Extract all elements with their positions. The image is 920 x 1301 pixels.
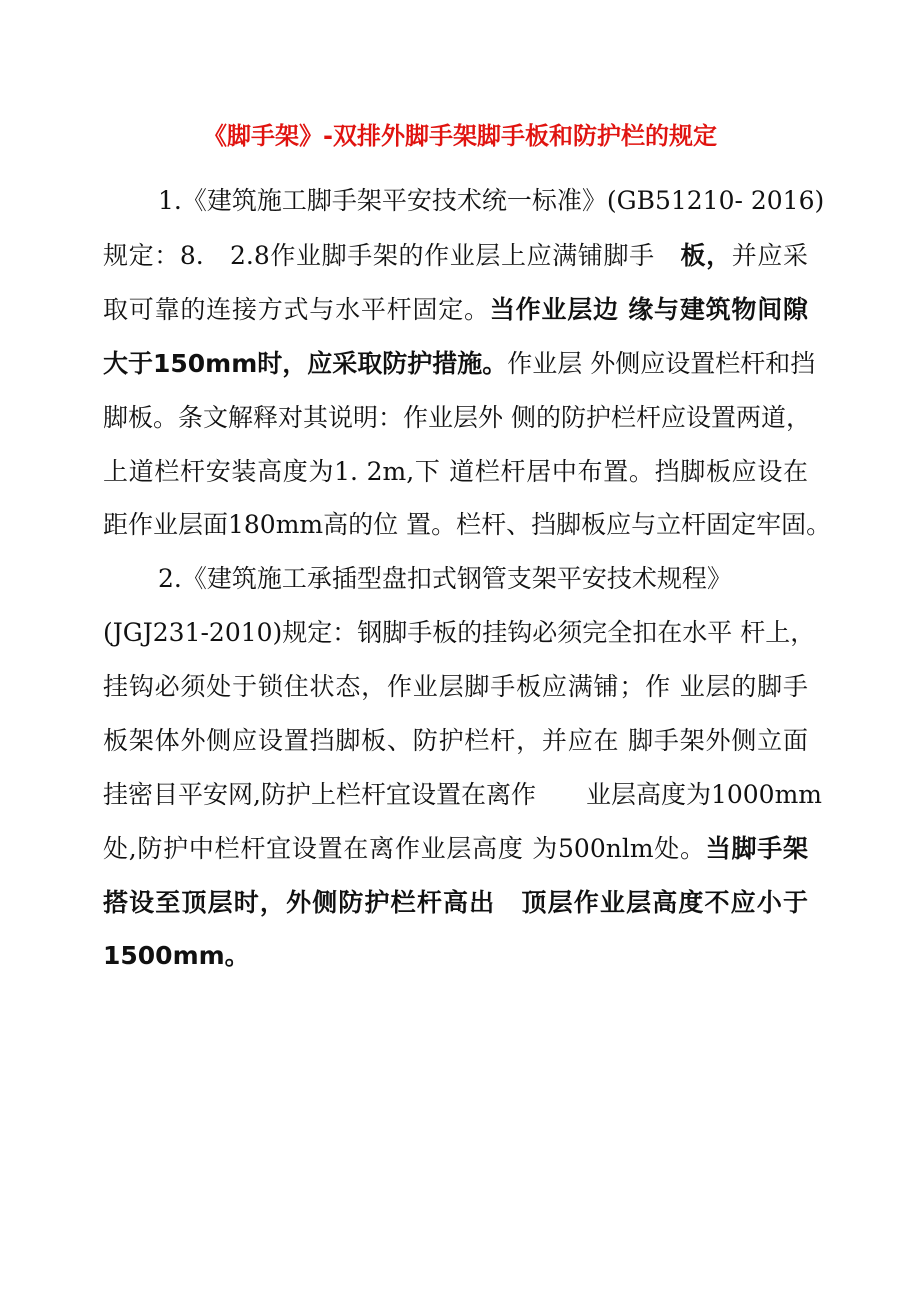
paragraph-2-line-2: (JGJ231-2010)规定：钢脚手板的挂钩必须完全扣在水平 杆上， xyxy=(103,618,816,647)
paragraph-2-line-4: 板架体外侧应设置挡脚板、防护栏杆，并应在 脚手架外侧立面 xyxy=(103,726,808,755)
text-run: 并应采 xyxy=(731,241,808,270)
paragraph-1-line-2 xyxy=(103,236,808,276)
text-run: 作业层 外侧应设置栏杆和挡 xyxy=(507,349,816,378)
bold-text-run: 当脚手架 xyxy=(705,834,808,863)
paragraph-2-line-8: 1500mm。 xyxy=(103,941,250,970)
paragraph-1-line-1: 1.《建筑施工脚手架平安技术统一标准》(GB51210- 2016) xyxy=(158,186,825,215)
paragraph-1-line-6: 上道栏杆安装高度为1. 2m,下 道栏杆居中布置。挡脚板应设在 xyxy=(103,457,808,486)
paragraph-2-line-3: 挂钩必须处于锁住状态，作业层脚手板应满铺；作 业层的脚手 xyxy=(103,672,808,701)
paragraph-2-line-6 xyxy=(103,829,808,869)
text-run: 取可靠的连接方式与水平杆固定。 xyxy=(103,295,490,324)
bold-text-run: 板， xyxy=(680,241,732,270)
paragraph-1-line-3 xyxy=(103,290,808,330)
text-run: 规定：8. 2.8作业脚手架的作业层上应满铺脚手 xyxy=(103,241,681,270)
paragraph-2-line-1: 2.《建筑施工承插型盘扣式钢管支架平安技术规程》 xyxy=(158,564,732,593)
bold-text-run: 大于150mm时，应采取防护措施。 xyxy=(103,349,508,378)
paragraph-1-line-4 xyxy=(103,344,816,384)
paragraph-1-line-7: 距作业层面180mm高的位 置。栏杆、挡脚板应与立杆固定牢固。 xyxy=(103,510,832,539)
paragraph-2-line-7: 搭设至顶层时，外侧防护栏杆高出 顶层作业层高度不应小于 xyxy=(103,888,808,917)
text-run: 处,防护中栏杆宜设置在离作业层高度 为500nlm处。 xyxy=(103,834,706,863)
page-title: 《脚手架》-双排外脚手架脚手板和防护栏的规定 xyxy=(203,122,717,150)
paragraph-1-line-5: 脚板。条文解释对其说明：作业层外 侧的防护栏杆应设置两道， xyxy=(103,403,811,432)
paragraph-2-line-5: 挂密目平安网,防护上栏杆宜设置在离作 业层高度为1000mm xyxy=(103,780,822,809)
bold-text-run: 当作业层边 缘与建筑物间隙 xyxy=(489,295,808,324)
